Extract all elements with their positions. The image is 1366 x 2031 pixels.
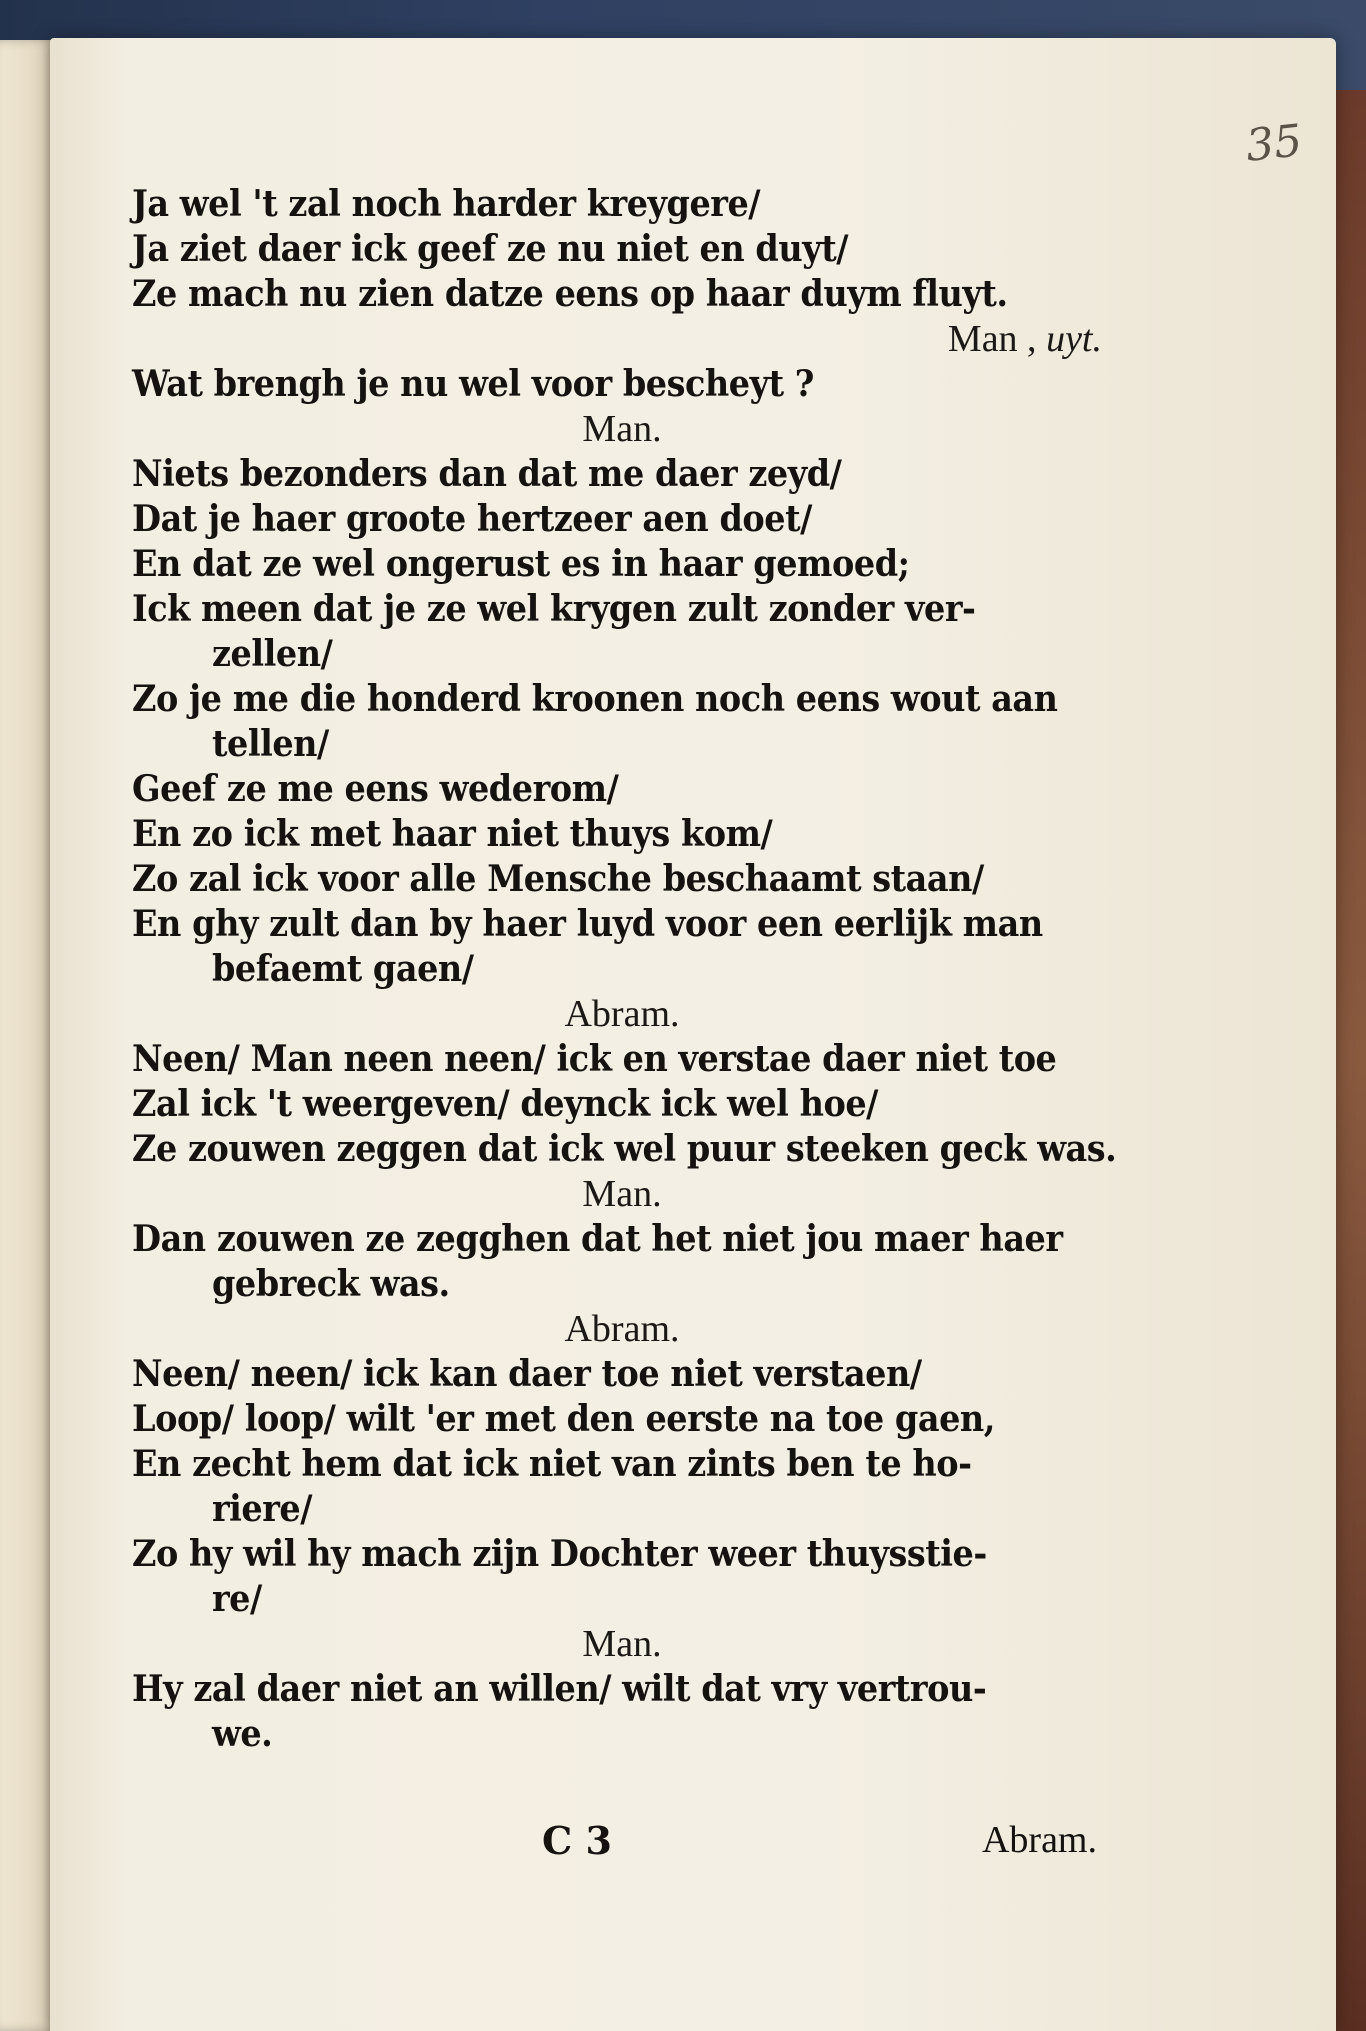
verse-continuation: riere/ (211, 1488, 313, 1530)
speaker-heading: Abram. (564, 993, 680, 1035)
verse-continuation: we. (211, 1713, 273, 1755)
verse-line: Dat je haer groote hertzeer aen doet/ (132, 498, 812, 540)
verse-line: Ick meen dat je ze wel krygen zult zonder ver- (132, 588, 976, 630)
catchword: Abram. (981, 1819, 1097, 1861)
verse-line: Ja wel 't zal noch harder kreygere/ (132, 183, 761, 225)
verse-line: Geef ze me eens wederom/ (132, 768, 619, 810)
verse-line: Zo je me die honderd kroonen noch eens wout aan (132, 678, 1058, 720)
verse-continuation: gebreck was. (211, 1263, 450, 1305)
signature-mark: C 3 (542, 1818, 612, 1863)
speaker-heading: Man. (582, 1623, 662, 1665)
verse-line: Ja ziet daer ick geef ze nu niet en duyt/ (132, 228, 848, 270)
verse-continuation: zellen/ (211, 633, 333, 675)
stage-direction: uyt. (1046, 318, 1102, 360)
verse-line: Niets bezonders dan dat me daer zeyd/ (132, 453, 842, 495)
verse-line: Wat brengh je nu wel voor bescheyt ? (132, 363, 814, 405)
verse-line: Neen/ neen/ ick kan daer toe niet verstaen/ (132, 1353, 922, 1395)
verse-line: Hy zal daer niet an willen/ wilt dat vry vertrou- (132, 1668, 987, 1710)
verse-line: En zecht hem dat ick niet van zints ben te ho- (132, 1443, 972, 1485)
verse-line: Dan zouwen ze zegghen dat het niet jou maer haer (132, 1218, 1063, 1260)
verse-line: En dat ze wel ongerust es in haar gemoed; (132, 543, 910, 585)
speaker-heading: Abram. (564, 1308, 680, 1350)
verse-line: En ghy zult dan by haer luyd voor een eerlijk man (132, 903, 1043, 945)
verse-line: Ze zouwen zeggen dat ick wel puur steeken geck was. (132, 1128, 1117, 1170)
verse-line: Ze mach nu zien datze eens op haar duym fluyt. (132, 273, 1008, 315)
verse-line: Loop/ loop/ wilt 'er met den eerste na toe gaen, (132, 1398, 995, 1440)
verse-line: Zal ick 't weergeven/ deynck ick wel hoe/ (132, 1083, 878, 1125)
speaker-heading (132, 317, 1112, 362)
verse-continuation: re/ (211, 1578, 262, 1620)
page-footer (132, 1818, 1097, 1868)
verse-line: En zo ick met haar niet thuys kom/ (132, 813, 773, 855)
folio-number: 35 (1243, 115, 1305, 172)
speaker-heading: Man. (582, 1173, 662, 1215)
page-text (132, 182, 1117, 1757)
verse-line: Zo zal ick voor alle Mensche beschaamt staan/ (132, 858, 984, 900)
speaker-name: Man , (947, 318, 1037, 360)
verse-continuation: tellen/ (211, 723, 329, 765)
verse-continuation: befaemt gaen/ (211, 948, 474, 990)
speaker-heading: Man. (582, 408, 662, 450)
verse-line: Zo hy wil hy mach zijn Dochter weer thuysstie- (132, 1533, 987, 1575)
verse-line: Neen/ Man neen neen/ ick en verstae daer niet toe (132, 1038, 1057, 1080)
